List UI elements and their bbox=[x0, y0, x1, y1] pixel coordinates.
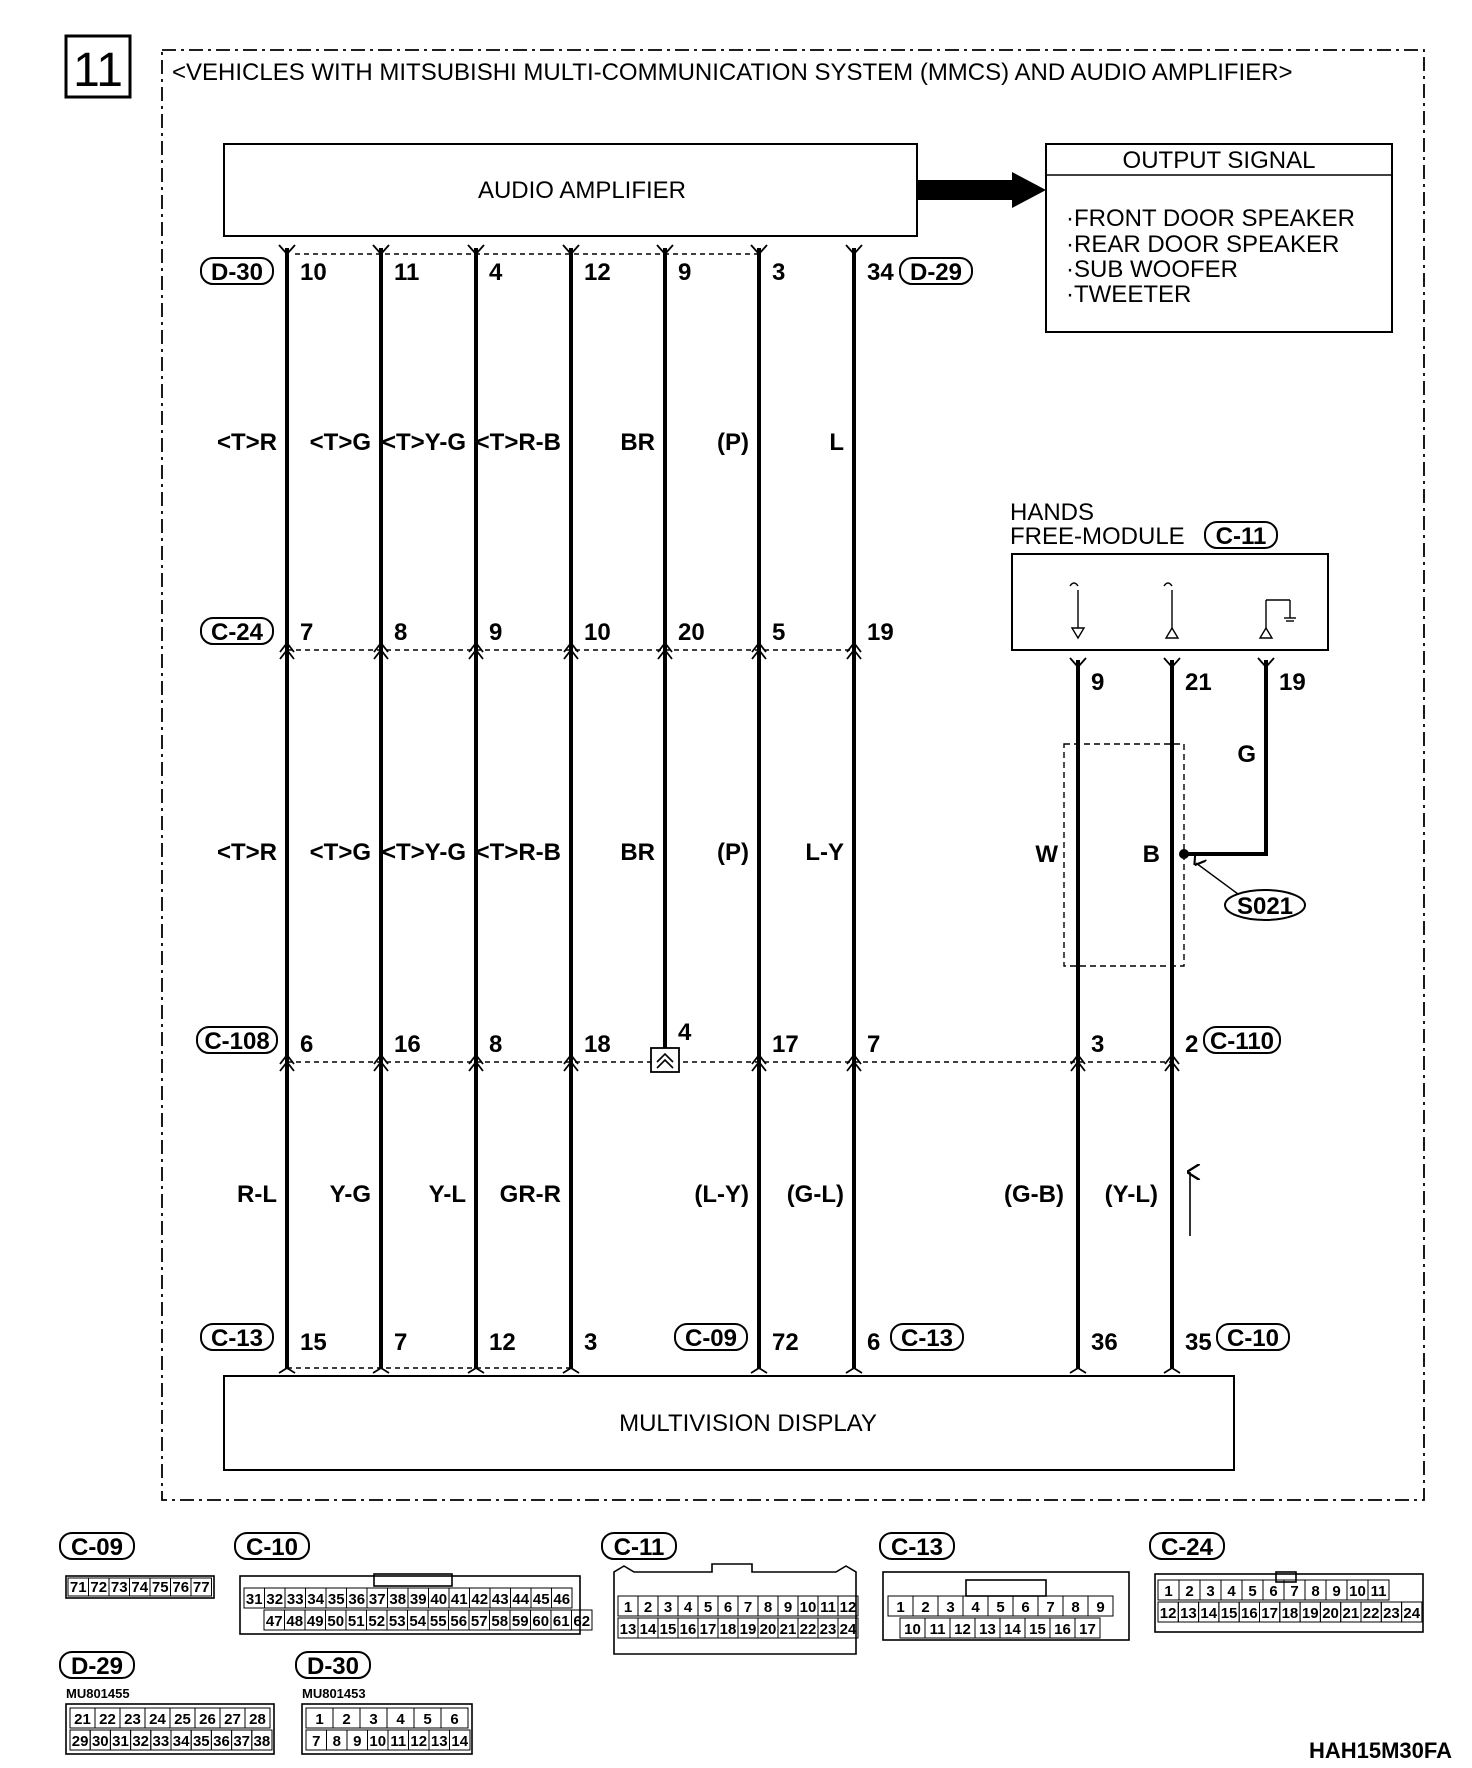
wire-color: <T>R bbox=[216, 429, 277, 456]
connector-tag-c09: C-09 bbox=[684, 1325, 738, 1352]
connector-pin-label: 20 bbox=[1322, 1605, 1339, 1622]
connector-view-tag-c10: C-10 bbox=[245, 1534, 299, 1561]
connector-pin-label: 21 bbox=[74, 1711, 91, 1728]
multivision-display-label: MULTIVISION DISPLAY bbox=[619, 1410, 877, 1437]
connector-pin-label: 3 bbox=[946, 1599, 955, 1616]
wire-color: (G-B) bbox=[1004, 1181, 1064, 1208]
pin-number: 36 bbox=[1091, 1329, 1118, 1356]
part-number-d29: MU801455 bbox=[66, 1686, 130, 1701]
connector-pin-label: 10 bbox=[369, 1733, 387, 1750]
connector-pin-label: 38 bbox=[253, 1733, 271, 1750]
connector-pin-label: 8 bbox=[332, 1733, 341, 1750]
connector-pin-label: 5 bbox=[423, 1711, 432, 1728]
wire-harness bbox=[287, 248, 854, 1368]
connector-pin-label: 24 bbox=[839, 1621, 857, 1638]
connector-pin-label: 32 bbox=[266, 1591, 284, 1608]
pin-number: 6 bbox=[300, 1031, 314, 1058]
connector-pin-label: 52 bbox=[368, 1613, 386, 1630]
connector-pin-label: 60 bbox=[532, 1613, 550, 1630]
connector-pin-label: 16 bbox=[679, 1621, 697, 1638]
connector-pin-label: 23 bbox=[1383, 1605, 1400, 1622]
pin-number: 12 bbox=[584, 259, 611, 286]
pin-number: 8 bbox=[394, 619, 408, 646]
connector-pin-label: 17 bbox=[699, 1621, 717, 1638]
connector-pin-label: 56 bbox=[450, 1613, 468, 1630]
connector-tag-c10: C-10 bbox=[1226, 1325, 1280, 1352]
connector-pin-label: 12 bbox=[1159, 1605, 1177, 1622]
connector-views bbox=[60, 1533, 1423, 1754]
connector-pin-label: 2 bbox=[921, 1599, 930, 1616]
connector-view-tag-d30: D-30 bbox=[306, 1653, 360, 1680]
connector-view-tag-c09: C-09 bbox=[70, 1534, 124, 1561]
connector-pin-label: 6 bbox=[723, 1599, 733, 1616]
wire-color: <T>R-B bbox=[475, 429, 561, 456]
splice-label: S021 bbox=[1236, 893, 1294, 920]
wire-color: (G-L) bbox=[786, 1181, 844, 1208]
connector-pin-label: 23 bbox=[819, 1621, 837, 1638]
pin-number: 2 bbox=[1185, 1031, 1199, 1058]
output-signal-item: ·TWEETER bbox=[1066, 281, 1192, 308]
connector-pin-label: 17 bbox=[1079, 1621, 1096, 1638]
connector-pin-label: 42 bbox=[471, 1591, 489, 1608]
connector-pin-label: 13 bbox=[979, 1621, 996, 1638]
connector-pin-label: 55 bbox=[429, 1613, 447, 1630]
connector-pin-label: 31 bbox=[245, 1591, 263, 1608]
connector-pin-label: 9 bbox=[783, 1599, 793, 1616]
connector-pin-label: 6 bbox=[1269, 1583, 1278, 1600]
connector-pin-label: 47 bbox=[265, 1613, 283, 1630]
connector-pin-label: 14 bbox=[639, 1621, 657, 1638]
pin-number: 19 bbox=[1279, 669, 1306, 696]
connector-pin-label: 2 bbox=[1185, 1583, 1194, 1600]
connector-pin-label: 76 bbox=[172, 1579, 190, 1596]
wire-color: <T>G bbox=[309, 839, 371, 866]
connector-pin-label: 21 bbox=[1342, 1605, 1360, 1622]
connector-pin-label: 39 bbox=[409, 1591, 427, 1608]
connector-view-tag-c13: C-13 bbox=[890, 1534, 944, 1561]
connector-pin-label: 73 bbox=[110, 1579, 128, 1596]
connector-pin-label: 4 bbox=[396, 1711, 405, 1728]
wire-color: <T>R-B bbox=[475, 839, 561, 866]
wire-color: W bbox=[1035, 841, 1058, 868]
connector-pin-label: 16 bbox=[1241, 1605, 1258, 1622]
connector-pin-label: 13 bbox=[430, 1733, 448, 1750]
connector-pin-label: 71 bbox=[69, 1579, 87, 1596]
connector-pin-label: 15 bbox=[659, 1621, 677, 1638]
connector-pin-label: 35 bbox=[327, 1591, 345, 1608]
connector-pin-label: 14 bbox=[451, 1733, 469, 1750]
connector-pin-label: 6 bbox=[450, 1711, 459, 1728]
pin-number: 15 bbox=[300, 1329, 327, 1356]
connector-pin-label: 33 bbox=[152, 1733, 170, 1750]
pin-number: 7 bbox=[867, 1031, 881, 1058]
connector-pin-label: 24 bbox=[149, 1711, 166, 1728]
connector-pin-label: 15 bbox=[1029, 1621, 1046, 1638]
pin-number: 18 bbox=[584, 1031, 611, 1058]
connector-pin-label: 44 bbox=[512, 1591, 530, 1608]
hands-free-module-label: HANDS bbox=[1010, 499, 1095, 526]
connector-pin-label: 18 bbox=[719, 1621, 737, 1638]
connector-pin-label: 19 bbox=[739, 1621, 757, 1638]
wire-color: (P) bbox=[717, 429, 749, 456]
connector-pin-label: 21 bbox=[779, 1621, 797, 1638]
wire-color: (P) bbox=[717, 839, 749, 866]
connector-pin-label: 9 bbox=[353, 1733, 362, 1750]
audio-amplifier-label: AUDIO AMPLIFIER bbox=[477, 177, 687, 204]
connector-pin-label: 19 bbox=[1301, 1605, 1319, 1622]
pin-number: 20 bbox=[678, 619, 705, 646]
connector-pin-label: 2 bbox=[342, 1711, 351, 1728]
pin-number: 11 bbox=[394, 259, 420, 286]
pin-number: 7 bbox=[394, 1329, 408, 1356]
connector-pin-label: 1 bbox=[623, 1599, 633, 1616]
connector-pin-label: 12 bbox=[954, 1621, 971, 1638]
connector-pin-label: 58 bbox=[491, 1613, 509, 1630]
pin-number: 10 bbox=[300, 259, 327, 286]
pin-number: 6 bbox=[867, 1329, 881, 1356]
pin-number: 17 bbox=[772, 1031, 799, 1058]
pin-number: 8 bbox=[489, 1031, 503, 1058]
connector-pin-label: 36 bbox=[348, 1591, 366, 1608]
connector-pin-label: 34 bbox=[307, 1591, 325, 1608]
connector-pin-label: 13 bbox=[619, 1621, 637, 1638]
connector-pin-label: 10 bbox=[1349, 1583, 1366, 1600]
connector-view-tag-c11: C-11 bbox=[613, 1534, 665, 1561]
connector-pin-label: 22 bbox=[1362, 1605, 1380, 1622]
connector-pin-label: 72 bbox=[90, 1579, 108, 1596]
part-number-d30: MU801453 bbox=[302, 1686, 366, 1701]
connector-tag-c108: C-108 bbox=[204, 1028, 270, 1055]
connector-pin-label: 18 bbox=[1281, 1605, 1299, 1622]
connector-pin-label: 3 bbox=[369, 1711, 378, 1728]
pin-number: 21 bbox=[1185, 669, 1212, 696]
pin-number: 3 bbox=[584, 1329, 598, 1356]
connector-pin-label: 37 bbox=[368, 1591, 386, 1608]
connector-pin-label: 54 bbox=[409, 1613, 427, 1630]
connector-pin-label: 51 bbox=[347, 1613, 365, 1630]
drawing-code: HAH15M30FA bbox=[1308, 1738, 1452, 1763]
hands-free-module-box bbox=[1012, 554, 1328, 650]
connector-pin-label: 20 bbox=[759, 1621, 777, 1638]
connector-pin-label: 34 bbox=[172, 1733, 190, 1750]
connector-pin-label: 12 bbox=[839, 1599, 857, 1616]
output-signal-item: ·SUB WOOFER bbox=[1066, 256, 1238, 283]
pin-number: 9 bbox=[678, 259, 692, 286]
output-signal-title: OUTPUT SIGNAL bbox=[1122, 147, 1316, 174]
pin-number: 9 bbox=[489, 619, 503, 646]
pin-number: 19 bbox=[867, 619, 894, 646]
connector-tag-c13: C-13 bbox=[900, 1325, 954, 1352]
output-signal-item: ·FRONT DOOR SPEAKER bbox=[1066, 205, 1355, 232]
connector-pin-label: 14 bbox=[1004, 1621, 1021, 1638]
connector-pin-label: 7 bbox=[1290, 1583, 1299, 1600]
connector-pin-label: 23 bbox=[124, 1711, 141, 1728]
connector-tag-c24: C-24 bbox=[210, 619, 264, 646]
connector-pin-label: 12 bbox=[410, 1733, 428, 1750]
wire-color: <T>Y-G bbox=[381, 839, 466, 866]
connector-pin-label: 16 bbox=[1054, 1621, 1071, 1638]
pin-number: 12 bbox=[489, 1329, 516, 1356]
connector-pin-label: 43 bbox=[491, 1591, 509, 1608]
connector-pin-label: 5 bbox=[996, 1599, 1005, 1616]
wire-color: (Y-L) bbox=[1104, 1181, 1158, 1208]
connector-pin-label: 33 bbox=[286, 1591, 304, 1608]
connector-pin-label: 38 bbox=[389, 1591, 407, 1608]
connector-pin-label: 48 bbox=[286, 1613, 304, 1630]
wire-color: <T>R bbox=[216, 839, 277, 866]
connector-pin-label: 22 bbox=[99, 1711, 116, 1728]
connector-pin-label: 14 bbox=[1200, 1605, 1218, 1622]
connector-pin-label: 10 bbox=[904, 1621, 921, 1638]
connector-pin-label: 4 bbox=[683, 1599, 693, 1616]
connector-pin-label: 36 bbox=[213, 1733, 230, 1750]
connector-pin-label: 3 bbox=[663, 1599, 673, 1616]
connector-pin-label: 32 bbox=[132, 1733, 150, 1750]
connector-pin-label: 57 bbox=[470, 1613, 488, 1630]
wire-color: L-Y bbox=[805, 839, 844, 866]
output-signal-item: ·REAR DOOR SPEAKER bbox=[1066, 231, 1340, 258]
connector-pin-label: 11 bbox=[1370, 1583, 1387, 1600]
connector-pin-label: 46 bbox=[553, 1591, 571, 1608]
pin-number: 3 bbox=[1091, 1031, 1105, 1058]
wire-color: B bbox=[1142, 841, 1160, 868]
connector-pin-label: 27 bbox=[224, 1711, 241, 1728]
pin-number: 34 bbox=[867, 259, 894, 286]
connector-pin-label: 53 bbox=[388, 1613, 406, 1630]
connector-pin-label: 31 bbox=[112, 1733, 129, 1750]
wire-color: L bbox=[829, 429, 844, 456]
connector-pin-label: 11 bbox=[390, 1733, 407, 1750]
shield-box bbox=[1064, 744, 1184, 966]
connector-pin-label: 22 bbox=[799, 1621, 817, 1638]
connector-pin-label: 24 bbox=[1403, 1605, 1421, 1622]
connector-pin-label: 8 bbox=[1071, 1599, 1080, 1616]
connector-pin-label: 9 bbox=[1096, 1599, 1105, 1616]
variant-heading: <VEHICLES WITH MITSUBISHI MULTI-COMMUNICATION SYSTEM (MMCS) AND AUDIO AMPLIFIER> bbox=[172, 59, 1293, 86]
connector-tag-d30: D-30 bbox=[210, 259, 264, 286]
connector-pin-label: 3 bbox=[1206, 1583, 1215, 1600]
connector-pin-label: 6 bbox=[1021, 1599, 1030, 1616]
wire-color: (L-Y) bbox=[694, 1181, 749, 1208]
connector-pin-label: 75 bbox=[151, 1579, 169, 1596]
hands-free-module-label: FREE-MODULE bbox=[1010, 523, 1185, 550]
pin-number: 4 bbox=[678, 1019, 692, 1046]
connector-pin-label: 28 bbox=[249, 1711, 266, 1728]
figure-number: 11 bbox=[73, 44, 123, 97]
connector-tag-c11: C-11 bbox=[1215, 523, 1267, 550]
connector-pin-label: 7 bbox=[1046, 1599, 1055, 1616]
connector-pin-label: 29 bbox=[71, 1733, 89, 1750]
pin-number: 35 bbox=[1185, 1329, 1212, 1356]
connector-pin-label: 1 bbox=[896, 1599, 905, 1616]
pin-number: 16 bbox=[394, 1031, 421, 1058]
connector-pin-label: 15 bbox=[1220, 1605, 1238, 1622]
connector-tag-c110: C-110 bbox=[1209, 1028, 1275, 1055]
connector-pin-label: 7 bbox=[312, 1733, 321, 1750]
connector-pin-label: 9 bbox=[1332, 1583, 1341, 1600]
connector-pin-label: 7 bbox=[743, 1599, 753, 1616]
connector-pin-label: 4 bbox=[971, 1599, 980, 1616]
connector-pin-label: 37 bbox=[233, 1733, 251, 1750]
connector-pin-label: 77 bbox=[192, 1579, 210, 1596]
connector-pin-label: 4 bbox=[1227, 1583, 1236, 1600]
connector-view-tag-c24: C-24 bbox=[1160, 1534, 1214, 1561]
connector-pin-label: 61 bbox=[552, 1613, 570, 1630]
connector-pin-label: 13 bbox=[1180, 1605, 1197, 1622]
connector-pin-label: 5 bbox=[1248, 1583, 1257, 1600]
pin-number: 9 bbox=[1091, 669, 1105, 696]
connector-pin-label: 59 bbox=[511, 1613, 529, 1630]
connector-pin-label: 49 bbox=[306, 1613, 324, 1630]
connector-pin-label: 8 bbox=[1311, 1583, 1320, 1600]
pin-number: 10 bbox=[584, 619, 611, 646]
wire-color: Y-L bbox=[428, 1181, 466, 1208]
connector-pin-label: 5 bbox=[703, 1599, 713, 1616]
connector-pin-label: 26 bbox=[199, 1711, 216, 1728]
connector-pin-label: 62 bbox=[573, 1613, 591, 1630]
connector-view-tag-d29: D-29 bbox=[70, 1653, 124, 1680]
pin-number: 5 bbox=[772, 619, 786, 646]
connector-pin-label: 10 bbox=[799, 1599, 817, 1616]
connector-tag-c13: C-13 bbox=[210, 1325, 264, 1352]
connector-pin-label: 25 bbox=[174, 1711, 191, 1728]
pin-number: 7 bbox=[300, 619, 314, 646]
connector-pin-label: 40 bbox=[430, 1591, 448, 1608]
wire-color: R-L bbox=[237, 1181, 277, 1208]
connector-pin-label: 11 bbox=[929, 1621, 946, 1638]
connector-pin-label: 30 bbox=[91, 1733, 109, 1750]
connector-pin-label: 74 bbox=[131, 1579, 149, 1596]
wire-color: GR-R bbox=[499, 1181, 561, 1208]
connector-pin-label: 17 bbox=[1261, 1605, 1278, 1622]
connector-pin-label: 45 bbox=[532, 1591, 550, 1608]
wire-color: <T>G bbox=[309, 429, 371, 456]
output-arrow bbox=[917, 172, 1046, 208]
connector-pin-label: 35 bbox=[192, 1733, 210, 1750]
pin-number: 4 bbox=[489, 259, 503, 286]
wire-color: BR bbox=[620, 429, 655, 456]
wire-color: Y-G bbox=[329, 1181, 371, 1208]
connector-pin-label: 41 bbox=[450, 1591, 468, 1608]
connector-pin-label: 11 bbox=[820, 1599, 836, 1616]
pin-number: 72 bbox=[772, 1329, 799, 1356]
connector-pin-label: 2 bbox=[643, 1599, 653, 1616]
splice-point bbox=[1179, 849, 1189, 859]
wire-color: BR bbox=[620, 839, 655, 866]
connector-pin-label: 50 bbox=[327, 1613, 345, 1630]
wire-color: <T>Y-G bbox=[381, 429, 466, 456]
pin-number: 3 bbox=[772, 259, 786, 286]
wire-color: G bbox=[1237, 741, 1256, 768]
connector-pin-label: 8 bbox=[763, 1599, 773, 1616]
connector-pin-grids bbox=[68, 1578, 1422, 1750]
connector-pin-label: 1 bbox=[315, 1711, 324, 1728]
connector-pin-label: 1 bbox=[1164, 1583, 1173, 1600]
connector-tag-d29: D-29 bbox=[909, 259, 963, 286]
